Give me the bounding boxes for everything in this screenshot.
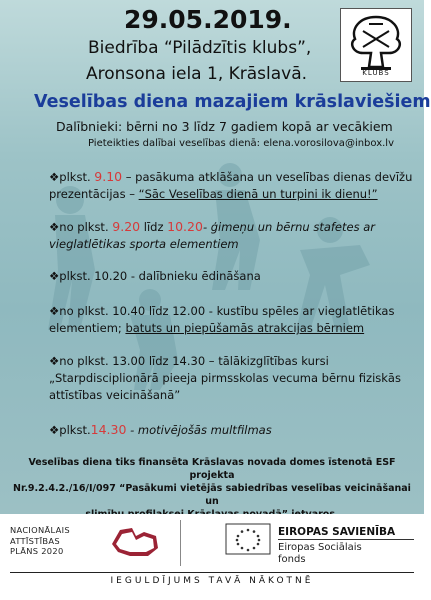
divider xyxy=(278,539,414,540)
organization-name: Biedrība “Pilādzītis klubs”, xyxy=(88,38,312,58)
divider xyxy=(180,520,181,566)
participants-info: Dalībnieki: bērni no 3 līdz 7 gadiem kopā ar vecākiem xyxy=(56,119,393,134)
schedule-item: ❖no plkst. 10.40 līdz 12.00 - kustību spēles ar vieglatlētikas elementiem; batuts un piepūšamās atrakcijas bērniem xyxy=(49,304,395,335)
esf-label: Eiropas Sociālais fonds xyxy=(278,542,362,565)
schedule-item: ❖plkst. 10.20 - dalībnieku ēdināšana xyxy=(49,269,261,283)
eu-flag-icon xyxy=(226,524,270,554)
logo-label: KLUBS xyxy=(362,69,390,77)
event-title: Veselības diena mazajiem krāslaviešiem xyxy=(34,92,431,112)
funding-note: Veselības diena tiks finansēta Krāslavas novada domes īstenotā ESF projekta Nr.9.2.4.2./16/I/097 “Pasākumi vietējās sabiedrības veselības veicināšanai un xyxy=(13,457,411,507)
registration-info: Pieteikties dalībai veselības dienā: elena.vorosilova@inbox.lv xyxy=(88,138,395,149)
schedule-item: ❖no plkst. 9.20 līdz 10.20- ģimeņu un bērnu stafetes ar vieglatlētikas sporta elementiem xyxy=(49,219,376,251)
eu-title: EIROPAS SAVIENĪBA xyxy=(278,526,396,538)
club-logo xyxy=(340,8,412,82)
divider xyxy=(10,572,414,573)
event-date: 29.05.2019. xyxy=(124,5,292,34)
sponsor-logos xyxy=(0,514,424,600)
schedule-item: ❖plkst. 9.10 – pasākuma atklāšana un veselības dienas devīžu prezentācijas – “Sāc Veselības dienā un turpini ik dienu!” xyxy=(49,169,413,201)
nap2020-logo: NACIONĀLAIS ATTĪSTĪBAS PLĀNS 2020 xyxy=(10,525,70,556)
latvia-map-icon xyxy=(110,522,160,562)
address: Aronsona iela 1, Krāslavā. xyxy=(86,64,308,84)
slogan: IEGULDĪJUMS TAVĀ NĀKOTNĒ xyxy=(110,576,314,586)
schedule-item: ❖plkst.14.30 - motivējošās multfilmas xyxy=(49,422,272,437)
schedule-item: ❖no plkst. 13.00 līdz 14.30 – tālākizglītības kursi „Starpdisciplionārā pieeja pirmsskolas vecuma bērnu fiziskās attīstības veicināšanā” xyxy=(49,354,401,402)
